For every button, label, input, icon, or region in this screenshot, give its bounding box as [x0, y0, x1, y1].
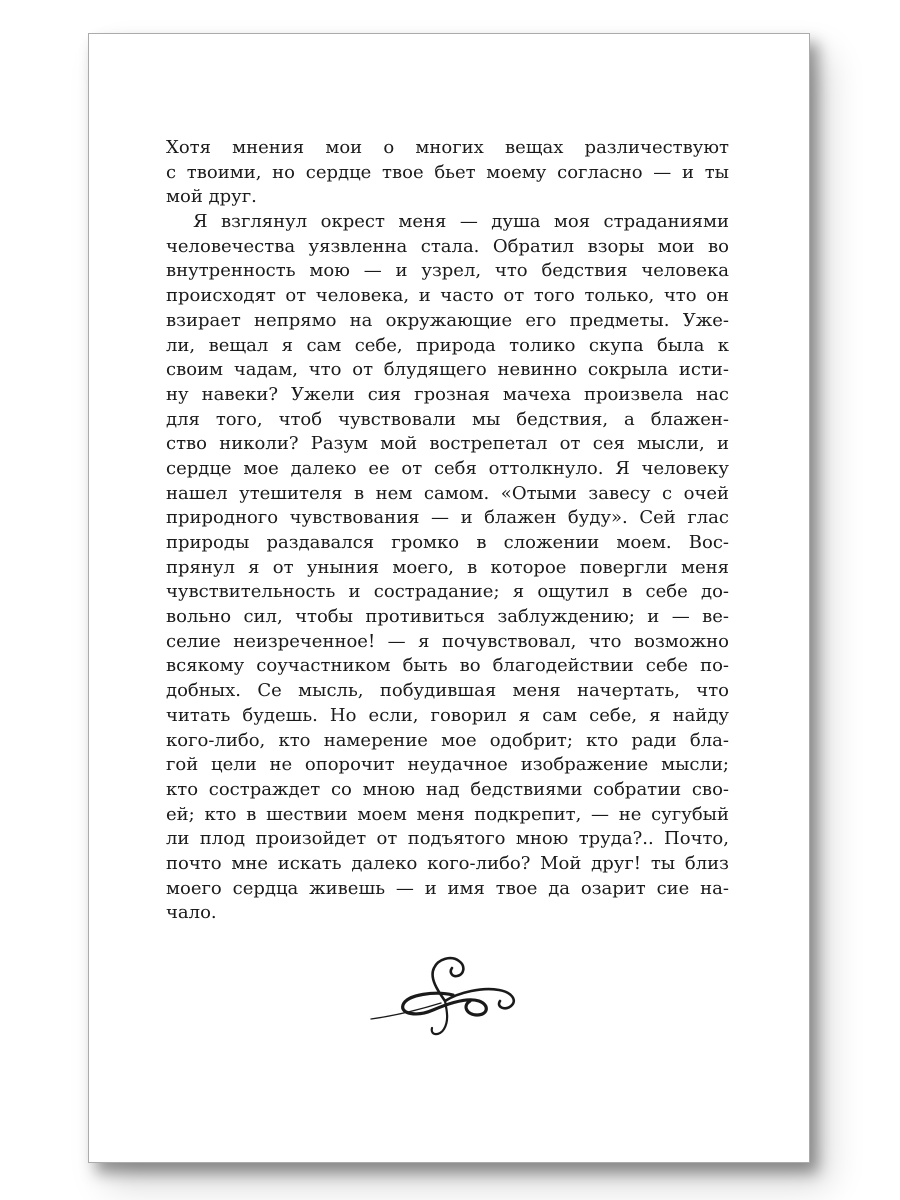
text-line: почто мне искать далеко кого-либо? Мой друг! ты близ	[166, 852, 729, 874]
text-line: нашел утешителя в нем самом. «Отыми завесу с очей	[166, 482, 729, 504]
text-line: моего сердца живешь — и имя твое да озарит сие на-	[166, 877, 729, 899]
flourish-ornament-icon	[341, 931, 601, 1071]
text-line: чало.	[166, 902, 217, 924]
page-text	[166, 136, 729, 926]
text-line: кого-либо, кто намерение мое одобрит; кто ради бла-	[166, 729, 729, 751]
text-line: природы раздавался громко в сложении моем. Вос-	[166, 532, 729, 553]
text-line: читать будешь. Но если, говорил я сам себе, я найду	[166, 704, 729, 726]
text-line: прянул я от уныния моего, в которое повергли меня	[166, 556, 729, 578]
text-line: ли плод произойдет от подъятого мною труда?.. Почто,	[166, 828, 729, 850]
text-line: для того, чтоб чувствовали мы бедствия, а блажен-	[166, 408, 729, 430]
text-line: селие неизреченное! — я почувствовал, что возможно	[166, 630, 729, 652]
text-line: Я взглянул окрест меня — душа моя страданиями	[193, 211, 729, 233]
text-line: человечества уязвленна стала. Обратил взоры мои во	[166, 235, 729, 257]
text-line: происходят от человека, и часто от того только, что он	[166, 285, 729, 307]
text-line: всякому соучастником быть во благодействии себе по-	[166, 655, 729, 677]
text-line: своим чадам, что от блудящего невинно сокрыла исти-	[166, 359, 729, 381]
text-line: гой цели не опорочит неудачное изображение мысли;	[166, 754, 729, 776]
text-line: природного чувствования — и блажен буду». Сей глас	[166, 507, 729, 529]
text-line: ей; кто в шествии моем меня подкрепит, — не сугубый	[166, 803, 729, 825]
text-line: внутренность мою — и узрел, что бедствия человека	[166, 260, 729, 282]
book-page	[88, 33, 810, 1163]
text-line: мой друг.	[166, 186, 257, 208]
text-line: с твоими, но сердце твое бьет моему согласно — и ты	[166, 161, 729, 183]
text-line: добных. Се мысль, побудившая меня начертать, что	[166, 680, 729, 702]
text-line: чувствительность и сострадание; я ощутил в себе до-	[166, 581, 729, 603]
text-line: взирает непрямо на окружающие его предметы. Уже-	[166, 309, 729, 331]
text-line: ну навеки? Ужели сия грозная мачеха произвела нас	[166, 383, 729, 405]
text-line: ли, вещал я сам себе, природа толико скупа была к	[166, 334, 729, 356]
text-line: Хотя мнения мои о многих вещах различествуют	[166, 137, 729, 158]
text-line: вольно сил, чтобы противиться заблуждению; и — ве-	[166, 606, 729, 628]
text-line: ство николи? Разум мой вострепетал от сея мысли, и	[166, 433, 729, 455]
text-line: сердце мое далеко ее от себя оттолкнуло. Я человеку	[166, 457, 729, 479]
text-line: кто состраждет со мною над бедствиями собратии сво-	[166, 778, 729, 800]
